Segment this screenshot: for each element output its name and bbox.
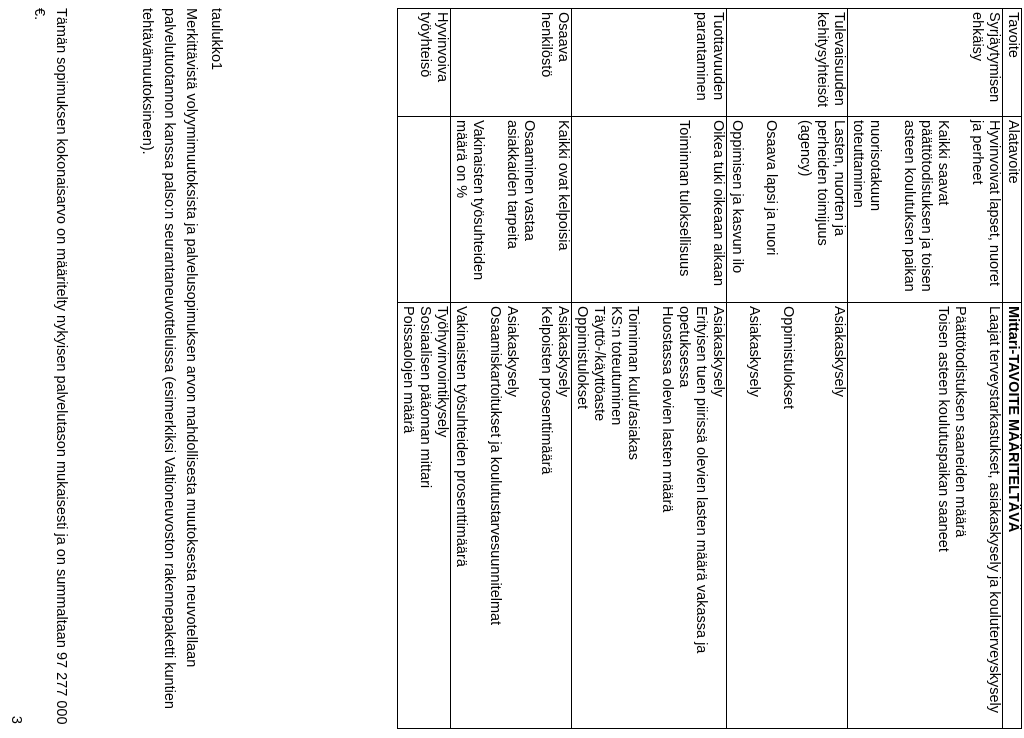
measure-item: Laajat terveystarkastukset, asiakaskysely ja kouluterveyskysely [986,306,1002,713]
measure-item: Kelpoisten prosenttimäärä [538,306,554,475]
subgoal-item: Osaava lapsi ja nuori [763,120,779,256]
measure-item: Asiakaskysely [710,306,726,398]
subgoal-item: Oppimisen ja kasvun ilo [729,120,745,274]
measure-item: Osaamiskartoitukset ja koulutustarvesuunnitelmat [487,306,503,626]
table-row [572,9,727,729]
table-row [848,9,1003,729]
subgoal-item: nuorisotakuun toteuttaminen [850,120,883,212]
subgoal-item: Osaaminen vastaa asiakkaiden tarpeita [504,120,537,249]
goal-cell: Tulevaisuuden kehitysyhteisöt [727,9,848,117]
measure-item: Asiakaskysely [555,306,571,398]
measure-item: Asiakaskysely [746,306,762,398]
measure-cell [398,303,451,729]
table-header-row [1003,9,1022,729]
paragraph-volume-changes: Merkittävistä volyymimuutoksista ja palvelusopimuksen arvon mahdollisesta muutoksesta neuvotellaan palvelutuotannon kanssa palso:n seurantaneuvotteluissa (esimerkiksi Valtioneuvoston rakennepaketti kuntien tehtävämuutoksineen). [139,8,199,709]
goal-cell: Hyvinvoiva työyhteisö [398,9,451,117]
measure-item: Oppimistulokset [574,306,590,410]
measure-cell [727,303,848,729]
goal-cell: Tuottavuuden parantaminen [572,9,727,117]
table-row [727,9,848,729]
measure-item: Asiakaskysely [504,306,520,398]
measure-item [641,306,658,725]
measure-item: Toisen asteen koulutuspaikan saaneet [935,306,951,552]
subgoal-item: Oikea tuki oikeaan aikaan [710,120,726,287]
goal-cell: Syrjäytymisen ehkäisy [848,9,1003,117]
measure-item [968,306,985,725]
measure-item: Huostassa olevien lasten määrä [659,306,675,513]
paragraph-contract-value: Tämän sopimuksen kokonaisarvo on määritelty nykyisen palvelutason mukaisesti ja on summaltaan 97 277 000 €. [31,8,69,725]
header-goal: Tavoite [1003,9,1022,117]
measure-item [469,306,486,725]
subgoal-item: Hyvinvoivat lapset, nuoret ja perheet [969,120,1002,287]
measure-item: Oppimistulokset [780,306,796,410]
subgoal-item [433,120,450,299]
measure-item: Erityisen tuen piirissä olevien lasten määrä vakassa ja opetuksessa [676,306,709,654]
measure-item: Toiminnan kulut/asiakas [625,306,641,460]
subgoal-item: Vakinaisten työsuhteiden määrä on % [453,120,486,281]
page-number: 3 [8,715,24,724]
table-row [398,9,451,729]
subgoal-cell [572,117,727,303]
subgoal-cell [727,117,848,303]
header-subgoal: Alatavoite [1003,117,1022,303]
measure-item [762,306,779,725]
measure-item: Poissaolojen määrä [400,306,416,434]
measure-item [520,306,537,725]
measure-item: KS:n toteutuminen [608,306,624,426]
measure-item: Sosiaalisen pääoman mittari [417,306,433,489]
goals-table [397,8,1022,729]
measure-item [813,306,830,725]
subgoal-item: Kaikki ovat kelpoisia [555,120,571,251]
measure-item: Täyttö-/käyttöaste [591,306,607,422]
measure-item: Työhyvinvointikysely [434,306,450,438]
subgoal-cell [451,117,572,303]
subgoal-cell [848,117,1003,303]
subgoal-item: Kaikki saavat päättötodistuksen ja toisen asteen koulutuksen paikan [901,120,951,292]
table-caption: taulukko1 [208,8,224,71]
header-measure: Mittari-TAVOITE MÄÄRITELTÄVÄ [1003,303,1022,729]
measure-cell [451,303,572,729]
measure-item: Asiakaskysely [831,306,847,398]
measure-item: Päättötodistuksen saaneiden määrä [952,306,968,538]
subgoal-item: Toiminnan tuloksellisuus [676,120,692,277]
subgoal-cell [398,117,451,303]
measure-cell [848,303,1003,729]
measure-item: Vakinaisten työsuhteiden prosenttimäärä [453,306,469,567]
measure-cell [572,303,727,729]
measure-item [796,306,813,725]
subgoal-item: Lasten, nuorten ja perheiden toimijuus (agency) [797,120,847,246]
table-row [451,9,572,729]
goal-cell: Osaava henkilöstö [451,9,572,117]
